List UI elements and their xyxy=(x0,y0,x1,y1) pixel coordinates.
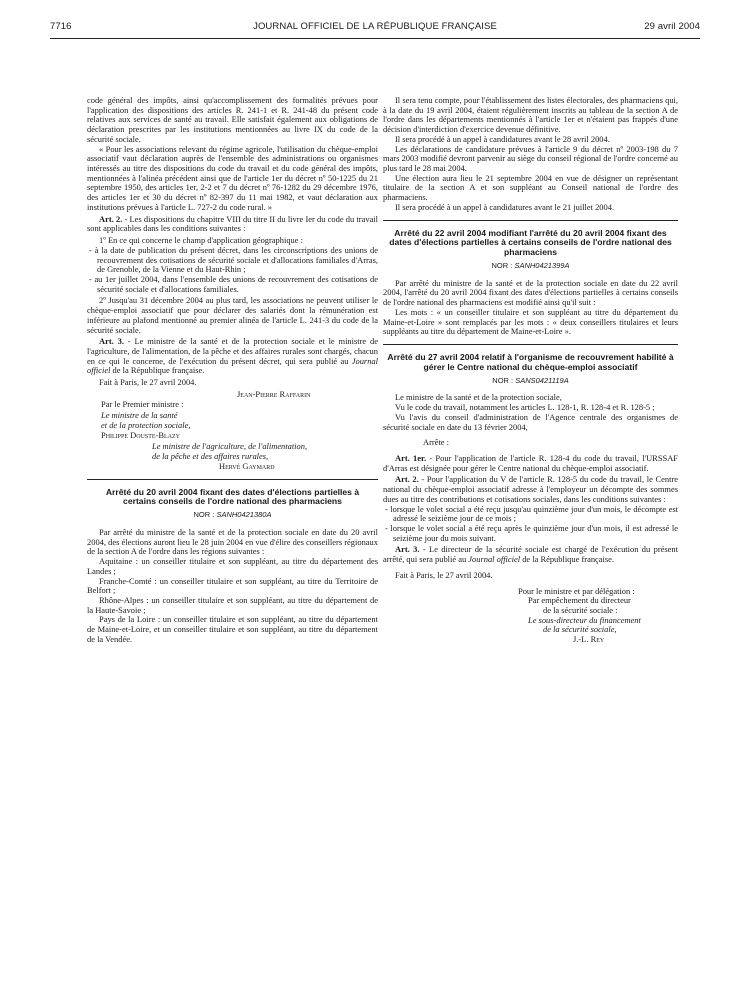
signature-line: Pour le ministre et par délégation : xyxy=(518,585,635,596)
signature-date: Fait à Paris, le 27 avril 2004. xyxy=(395,569,493,580)
list-item: - lorsque le volet social a été reçu jusqu'au quinzième jour d'un mois, le décompte est adressé le seizième jour de ce mois ; xyxy=(385,503,678,524)
nor-label: NOR : xyxy=(491,261,515,271)
paragraph: Aquitaine : un conseiller titulaire et son suppléant, au titre du département des Landes ; xyxy=(87,556,378,576)
nor-code: SANH0421399A xyxy=(514,261,570,271)
paragraph: Rhône-Alpes : un conseiller titulaire et son suppléant, au titre du département de la Haute-Savoie ; xyxy=(87,594,378,615)
article-3 xyxy=(383,545,678,564)
signature-name: J.-L. Rey xyxy=(573,634,605,645)
section-title: Arrêté du 27 avril 2004 relatif à l'organisme de recouvrement habilité à gérer le Centre national du chèque-emploi associatif xyxy=(387,352,674,372)
journal-name: Journal officiel xyxy=(468,554,521,565)
signature-prime-minister: Jean-Pierre Raffarin xyxy=(237,388,311,399)
paragraph: Une élection aura lieu le 21 septembre 2004 en vue de désigner un représentant titulaire de la section A et son suppléant au Conseil national de l'ordre des pharmaciens. xyxy=(383,172,678,203)
signature-line: Le ministre de l'agriculture, de l'alimentation, xyxy=(152,441,308,452)
issue-date: 29 avril 2004 xyxy=(644,21,700,32)
article-2 xyxy=(87,215,378,234)
paragraph: Les déclarations de candidature prévues à l'article 9 du décret nº 2003-198 du 7 mars 2003 modifié devront parvenir au siège du conseil régional de l'ordre concerné au plus tard le 28 mai 2004. xyxy=(383,143,678,174)
paragraph: Pays de la Loire : un conseiller titulaire et son suppléant, au titre du département de Maine-et-Loire, et un conseiller titulaire et son suppléant, au titre du département de la Vendée. xyxy=(87,614,378,644)
section-divider xyxy=(87,479,378,480)
section-divider xyxy=(383,220,678,221)
left-column xyxy=(87,96,378,645)
article-text: - Pour l'application de l'article R. 128-4 du code du travail, l'URSSAF d'Arras est désignée pour gérer le Centre national du chèque-emploi associatif. xyxy=(383,452,678,473)
nor-code: SANH0421380A xyxy=(216,510,272,520)
paragraph: Vu l'avis du conseil d'administration de l'Agence centrale des organismes de sécurité sociale en date du 13 février 2004, xyxy=(383,411,678,432)
article-text: de la République française. xyxy=(520,554,615,565)
article-text: - Le directeur de la sécurité sociale est chargé de l'exécution du présent arrêté, qui sera publié au xyxy=(383,544,678,565)
paragraph: Il sera procédé à un appel à candidatures avant le 28 avril 2004. xyxy=(395,133,610,144)
list-item: - lorsque le volet social a été reçu après le quinzième jour d'un mois, il est adressé le seizième jour du mois suivant. xyxy=(385,522,678,543)
article-1 xyxy=(383,454,678,473)
list-item: - à la date de publication du présent décret, dans les circonscriptions des unions de recouvrement des cotisations de sécurité sociale et d'allocations familiales d'Arras, de Grenoble, de la Vienne et du Haut-Rhin ; xyxy=(89,244,378,275)
signature-line: Par empêchement du directeur xyxy=(528,595,631,606)
paragraph: Vu le code du travail, notamment les articles L. 128-1, R. 128-4 et R. 128-5 ; xyxy=(395,402,655,413)
article-label: Art. 3. xyxy=(395,544,420,555)
signature-line: de la sécurité sociale, xyxy=(543,624,617,635)
signature-line: et de la protection sociale, xyxy=(101,420,191,430)
paragraph: Les mots : « un conseiller titulaire et son suppléant au titre du département du Maine-et-Loire » sont remplacés par les mots : « deux conseillers titulaires et leurs suppléants au titre du département de Maine-et-Loire ». xyxy=(383,306,678,337)
article-3 xyxy=(87,337,378,376)
nor-reference xyxy=(383,261,678,271)
nor-reference xyxy=(87,510,378,520)
page-number: 7716 xyxy=(50,21,72,32)
signature-line: de la pêche et des affaires rurales, xyxy=(152,451,269,462)
section-divider xyxy=(383,344,678,345)
paragraph: « Pour les associations relevant du régime agricole, l'utilisation du chèque-emploi associatif vaut déclaration auprès de l'ensemble des administrations ou organismes intéressés au titre des dispositions du code du travail et du code général des impôts, mentionnées à l'alinéa précédent ainsi que de l'article 1er du décret nº 50-1225 du 21 septembre 1950, des articles 1er, 2-2 et 7 du décret nº 76-1282 du 29 décembre 1976, des articles 1er et 30 du décret nº 82-397 du 11 mai 1982, et vaut déclaration aux institutions prévues à l'article L. 727-2 du code rural. » xyxy=(87,143,378,212)
paragraph: Il sera tenu compte, pour l'établissement des listes électorales, des pharmaciens qui, à la date du 19 avril 2004, étaient régulièrement inscrits au tableau de la section A de l'ordre dans les départements mentionnés à l'article 1er et n'étaient pas frappés d'une décision d'interdiction d'exercice devenue définitive. xyxy=(383,95,678,135)
list-item: 2º Jusqu'au 31 décembre 2004 au plus tard, les associations ne peuvent utiliser le chèque-emploi associatif que pour déclarer des salariés dont la rémunération est inférieure au plafond mentionné au premier alinéa de l'article L. 241-3 du code de la sécurité sociale. xyxy=(87,295,378,335)
section-title: Arrêté du 20 avril 2004 fixant des dates d'élections partielles à certains conseils de l'ordre national des pharmaciens xyxy=(105,486,360,507)
right-column xyxy=(383,96,678,645)
signature-date: Fait à Paris, le 27 avril 2004. xyxy=(99,377,197,388)
article-2 xyxy=(383,475,678,504)
nor-label: NOR : xyxy=(193,510,217,520)
page-header xyxy=(50,18,700,39)
article-text: de la République française. xyxy=(110,365,205,376)
article-label: Art. 2. xyxy=(395,474,419,485)
article-text: - Le ministre de la santé et de la protection sociale et le ministre de l'agriculture, de l'alimentation, de la pêche et des affaires rurales sont chargés, chacun en ce qui le concerne, de l'exécution du présent décret, qui sera publié au xyxy=(87,336,378,366)
article-label: Art. 3. xyxy=(99,336,124,347)
nor-reference xyxy=(383,376,678,386)
article-text: - Pour l'application du V de l'article R. 128-5 du code du travail, le Centre national du chèque-emploi associatif adresse à l'employeur un décompte des sommes dues au titre des contributions et cotisations sociales, dans les conditions suivantes : xyxy=(383,474,678,504)
article-label: Art. 2. xyxy=(99,213,123,224)
journal-name: Journal officiel xyxy=(87,355,378,376)
list-item: 1º En ce qui concerne le champ d'application géographique : xyxy=(99,235,303,246)
paragraph: Par arrêté du ministre de la santé et de la protection sociale en date du 22 avril 2004, l'arrêté du 20 avril 2004 fixant des dates d'élections partielles à certains conseils de l'ordre national des pharmaciens est modifié ainsi qu'il suit : xyxy=(383,277,678,308)
paragraph: Par arrêté du ministre de la santé et de la protection sociale en date du 20 avril 2004, des élections auront lieu le 28 juin 2004 en vue d'élire des conseillers régionaux de la section A de l'ordre dans les régions suivantes : xyxy=(87,526,378,557)
signature-line: Par le Premier ministre : xyxy=(101,398,184,409)
nor-label: NOR : xyxy=(492,375,516,385)
paragraph: Le ministre de la santé et de la protection sociale, xyxy=(395,392,562,403)
nor-code: SANS0421119A xyxy=(515,375,569,385)
journal-title: JOURNAL OFFICIEL DE LA RÉPUBLIQUE FRANÇAISE xyxy=(253,21,497,32)
paragraph: code général des impôts, ainsi qu'accomplissement des formalités prévues pour l'application des dispositions des articles R. 241-1 et R. 241-48 du présent code relatives aux services de santé au travail. Elle satisfait également aux obligations de déclaration prescrites par les institutions mentionnées au livre IX du code de la sécurité sociale. xyxy=(87,95,378,144)
article-text: - Les dispositions du chapitre VIII du titre II du livre Ier du code du travail sont applicables dans les conditions suivantes : xyxy=(87,213,378,234)
signature-line: de la sécurité sociale : xyxy=(543,605,618,616)
article-label: Art. 1er. xyxy=(395,452,427,463)
signature-line: Le sous-directeur du financement xyxy=(528,614,641,625)
section-title: Arrêté du 22 avril 2004 modifiant l'arrêté du 20 avril 2004 fixant des dates d'élections partielles à certains conseils de l'ordre national des pharmaciens xyxy=(389,227,672,258)
decree-word: Arrête : xyxy=(423,437,450,448)
signature-health-minister: Philippe Douste-Blazy xyxy=(101,429,180,440)
list-item: - au 1er juillet 2004, dans l'ensemble des unions de recouvrement des cotisations de sécurité sociale et d'allocations familiales. xyxy=(89,273,378,294)
signature-agriculture-minister: Hervé Gaymard xyxy=(219,460,275,471)
paragraph: Franche-Comté : un conseiller titulaire et son suppléant, au titre du Territoire de Belfort ; xyxy=(87,575,378,596)
signature-line: Le ministre de la santé xyxy=(101,410,178,421)
paragraph: Il sera procédé à un appel à candidatures avant le 21 juillet 2004. xyxy=(395,201,615,212)
